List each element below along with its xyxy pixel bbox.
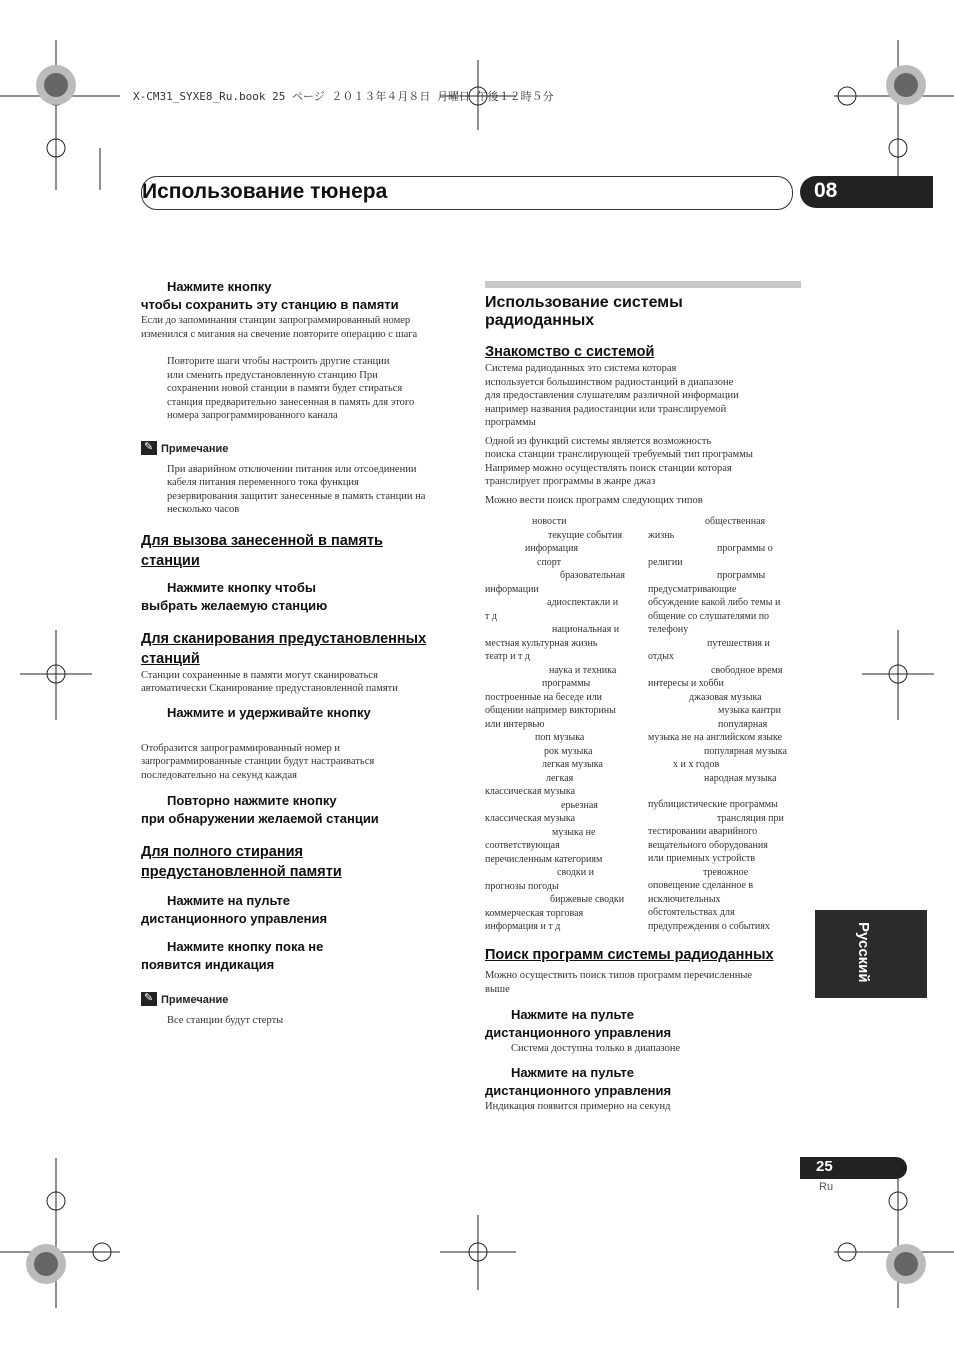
type-item: текущие события xyxy=(548,529,623,541)
type-item: программы о xyxy=(717,543,773,554)
intro-heading: Знакомство с системой xyxy=(485,344,655,360)
intro-text1-2: используется большинством радиостанций в диапазоне xyxy=(485,376,734,388)
note1 xyxy=(141,439,461,457)
scan-b2: Повторно нажмите кнопку xyxy=(167,793,337,808)
step3-line2: чтобы сохранить эту станцию в памяти xyxy=(141,297,399,312)
step3-text-1: Если до запоминания станции запрограммированный номер xyxy=(141,315,411,326)
type-item: спорт xyxy=(537,556,562,568)
search-heading: Поиск программ системы радиоданных xyxy=(485,947,774,963)
type-item: адиоспектакли и xyxy=(547,597,619,608)
recall-heading-1: Для вызова занесенной в память xyxy=(141,532,383,549)
type-item: легкая музыка xyxy=(542,759,603,770)
search-t2: Индикация появится примерно на секунд xyxy=(485,1100,671,1112)
note-icon xyxy=(141,992,157,1006)
repeat-text-5: номера запрограммированного канала xyxy=(167,410,338,421)
type-item: информация и т д xyxy=(485,921,561,932)
type-item: телефону xyxy=(648,624,689,635)
language-tab-label: Русский xyxy=(855,922,872,983)
type-item: популярная музыка xyxy=(704,745,787,757)
erase-heading-2: предустановленной памяти xyxy=(141,864,342,880)
type-item: музыка не на английском языке xyxy=(648,732,783,743)
type-item: путешествия и xyxy=(707,637,770,649)
erase-heading-1: Для полного стирания xyxy=(141,844,303,860)
recall-heading-2: станции xyxy=(141,552,200,569)
type-item: программы xyxy=(717,570,766,581)
type-item: наука и техника xyxy=(549,664,617,676)
type-item: поп музыка xyxy=(535,732,585,743)
type-item: обсуждение какой либо темы и xyxy=(648,597,781,608)
title-bar xyxy=(141,176,793,210)
type-item: информации xyxy=(485,583,539,595)
type-item: новости xyxy=(532,516,567,527)
erase-b2: дистанционного управления xyxy=(141,911,328,926)
step3-text-2: изменился с мигания на свечение повторите операцию с шага xyxy=(141,328,418,340)
search-b4: дистанционного управления xyxy=(485,1082,672,1098)
search-t1: Система доступна только в диапазоне xyxy=(511,1043,681,1054)
type-item: бразовательная xyxy=(560,570,625,581)
chapter-badge xyxy=(800,176,933,208)
note2-text: Все станции будут стерты xyxy=(167,1015,284,1026)
type-item: прогнозы погоды xyxy=(485,880,559,892)
program-types-left xyxy=(485,515,635,934)
type-item: музыка не xyxy=(552,826,596,838)
intro-text2-3: Например можно осуществлять поиск станции которая xyxy=(485,462,732,474)
type-item: биржевые сводки xyxy=(550,894,625,905)
note2-label: Примечание xyxy=(161,994,229,1006)
type-item: тревожное xyxy=(703,866,749,878)
scan-text2-3: последовательно на секунд каждая xyxy=(141,769,297,781)
type-item: коммерческая торговая xyxy=(485,907,584,919)
type-item: построенные на беседе или xyxy=(485,691,602,703)
erase-b3: Нажмите кнопку пока не xyxy=(167,939,324,954)
intro-text2-1: Одной из функций системы является возможность xyxy=(485,435,712,447)
type-item: классическая музыка xyxy=(485,813,576,824)
note2 xyxy=(141,990,461,1008)
section-rule xyxy=(485,281,801,288)
scan-text2-2: запрограммированные станции будут настраиваться xyxy=(141,756,375,767)
search-text-1: Можно осуществить поиск типов программ перечисленные xyxy=(485,970,753,981)
page-number-badge xyxy=(800,1157,907,1179)
repeat-text-3: сохранении новой станции в памяти будет стираться xyxy=(167,383,403,394)
type-item: ерьезная xyxy=(561,799,598,811)
language-tab xyxy=(815,910,927,998)
scan-b1: Нажмите и удерживайте кнопку xyxy=(167,704,371,720)
type-item: тестировании аварийного xyxy=(648,826,758,837)
type-item: народная музыка xyxy=(704,772,777,784)
type-item: предусматривающие xyxy=(648,583,737,595)
type-item: местная культурная жизнь xyxy=(485,637,598,649)
note1-text-2: кабеля питания переменного тока функция xyxy=(167,477,359,488)
type-item: интересы и хобби xyxy=(648,678,724,689)
note1-label: Примечание xyxy=(161,442,229,455)
scan-text2-1: Отобразится запрограммированный номер и xyxy=(141,742,341,754)
type-item: х и х годов xyxy=(673,759,720,770)
type-item: рок музыка xyxy=(544,745,593,757)
type-item: театр и т д xyxy=(485,651,530,662)
search-text-2: выше xyxy=(485,983,510,995)
note-icon xyxy=(141,441,157,455)
erase-b1: Нажмите на пульте xyxy=(167,893,290,908)
step3-line1: Нажмите кнопку xyxy=(167,279,272,294)
note1-text-1: При аварийном отключении питания или отсоединении xyxy=(167,463,417,475)
page-title: Использование тюнера xyxy=(142,180,388,203)
repeat-text-4: станция предварительно занесенная в память для этого xyxy=(167,396,415,408)
type-item: обстоятельствах для xyxy=(648,907,735,918)
rds-heading-1: Использование системы xyxy=(485,294,683,311)
type-item: или интервью xyxy=(485,718,545,730)
note1-text-4: несколько часов xyxy=(167,504,240,515)
intro-text1-1: Система радиоданных это система которая xyxy=(485,363,677,374)
type-item: вещательного оборудования xyxy=(648,839,768,851)
recall-b1: Нажмите кнопку чтобы xyxy=(167,579,316,595)
type-item: перечисленным категориям xyxy=(485,853,603,865)
type-item: религии xyxy=(648,556,683,568)
search-b3: Нажмите на пульте xyxy=(511,1064,634,1080)
search-b2: дистанционного управления xyxy=(485,1025,672,1040)
type-item: сводки и xyxy=(557,867,594,878)
type-item: свободное время xyxy=(711,664,783,676)
type-item: трансляция при xyxy=(717,812,784,824)
intro-text1-3: для предоставления слушателям различной информации xyxy=(485,390,739,401)
erase-b4: появится индикация xyxy=(141,957,275,972)
scan-text-1: Станции сохраненные в памяти могут сканироваться xyxy=(141,669,378,681)
scan-heading-1: Для сканирования предустановленных xyxy=(141,630,427,647)
scan-b3: при обнаружении желаемой станции xyxy=(141,811,379,826)
left-column xyxy=(141,278,461,1028)
type-item: предупреждения о событиях xyxy=(648,920,770,932)
type-item: легкая xyxy=(546,772,574,784)
type-item: оповещение сделанное в xyxy=(648,880,754,891)
type-item: публицистические программы xyxy=(648,799,778,810)
intro-text3: Можно вести поиск программ следующих типов xyxy=(485,494,703,506)
program-types-right xyxy=(648,515,803,933)
type-item: музыка кантри xyxy=(718,705,781,716)
intro-text2-2: поиска станции транслирующей требуемый тип программы xyxy=(485,449,753,460)
intro-text2-4: транслирует программы в жанре джаз xyxy=(485,476,656,487)
type-item: исключительных xyxy=(648,893,721,905)
type-item: жизнь xyxy=(648,529,675,541)
scan-heading-2: станций xyxy=(141,650,200,667)
type-item: или приемных устройств xyxy=(648,853,756,864)
print-header: X-CM31_SYXE8_Ru.book 25 ページ ２０１３年４月８日 月曜日 午後１２時５分 xyxy=(133,90,554,103)
type-item: джазовая музыка xyxy=(689,691,762,703)
type-item: общении например викторины xyxy=(485,705,616,716)
type-item: классическая музыка xyxy=(485,786,576,797)
type-item: информация xyxy=(525,543,579,554)
rds-heading-2: радиоданных xyxy=(485,312,595,329)
type-item: национальная и xyxy=(552,624,620,635)
type-item: отдых xyxy=(648,651,674,662)
type-item: т д xyxy=(485,610,497,622)
recall-b2: выбрать желаемую станцию xyxy=(141,597,328,613)
program-types-table xyxy=(485,515,805,935)
type-item: программы xyxy=(542,678,591,689)
intro-text1-5: программы xyxy=(485,417,536,428)
intro-text1-4: например названия радиостанции или транслируемой xyxy=(485,403,727,415)
search-b1: Нажмите на пульте xyxy=(511,1007,634,1022)
type-item: общение со слушателями по xyxy=(648,610,770,622)
repeat-text-1: Повторите шаги чтобы настроить другие станции xyxy=(167,356,390,367)
note1-text-3: резервирования защитит занесенные в память станции на xyxy=(167,490,426,502)
chapter-number: 08 xyxy=(814,179,838,202)
page-lang: Ru xyxy=(819,1181,834,1193)
scan-text-2: автоматически Сканирование предустановленной памяти xyxy=(141,683,398,694)
right-column xyxy=(485,294,805,1113)
type-item: популярная xyxy=(718,718,768,730)
type-item: общественная xyxy=(705,516,766,527)
page-number: 25 xyxy=(816,1158,833,1175)
type-item: соответствующая xyxy=(485,840,560,851)
repeat-text-2: или сменить предустановленную станцию При xyxy=(167,369,378,381)
